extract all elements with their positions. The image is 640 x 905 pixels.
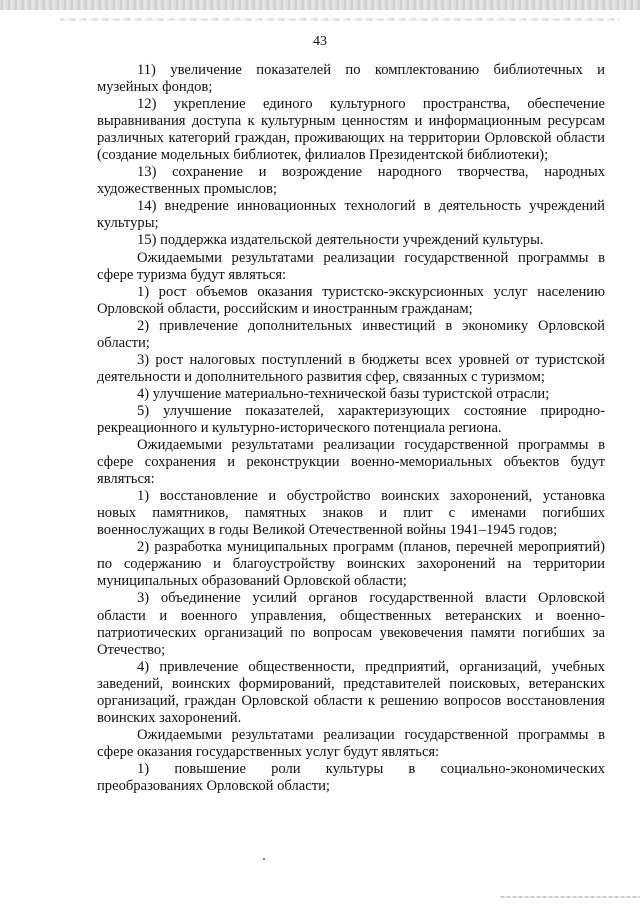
document-body bbox=[97, 62, 605, 795]
tourism-intro: Ожидаемыми результатами реализации государственной программы в сфере туризма будут являться: bbox=[97, 249, 605, 283]
list-item-11: 11) увеличение показателей по комплектованию библиотечных и музейных фондов; bbox=[97, 62, 605, 96]
list-item-12: 12) укрепление единого культурного пространства, обеспечение выравнивания доступа к культурным ценностям и информационным ресурсам различных категорий граждан, проживающих на территории Орловской области (создание модельных библиотек, филиалов Президентской библиотеки); bbox=[97, 96, 605, 164]
tourism-item-3: 3) рост налоговых поступлений в бюджеты всех уровней от туристской деятельности и дополнительного развития сфер, связанных с туризмом; bbox=[97, 351, 605, 385]
memorial-item-4: 4) привлечение общественности, предприятий, организаций, учебных заведений, воинских формирований, представителей поисковых, ветеранских организаций, граждан Орловской области к решению вопросов восстановления воинских захоронений. bbox=[97, 658, 605, 726]
tourism-item-4: 4) улучшение материально-технической базы туристской отрасли; bbox=[137, 385, 550, 402]
scan-artifact-bottom bbox=[500, 896, 640, 898]
memorial-intro: Ожидаемыми результатами реализации государственной программы в сфере сохранения и реконструкции военно-мемориальных объектов будут являться: bbox=[97, 437, 605, 488]
memorial-item-2: 2) разработка муниципальных программ (планов, перечней мероприятий) по содержанию и благоустройству воинских захоронений на территории муниципальных образований Орловской области; bbox=[97, 539, 605, 590]
services-item-1: 1) повышение роли культуры в социально-экономических преобразованиях Орловской области; bbox=[97, 760, 605, 794]
tourism-item-5: 5) улучшение показателей, характеризующих состояние природно-рекреационного и культурно-исторического потенциала региона. bbox=[97, 402, 605, 436]
list-item-15: 15) поддержка издательской деятельности учреждений культуры. bbox=[137, 232, 544, 249]
scan-artifact-top bbox=[0, 0, 640, 10]
list-item-13: 13) сохранение и возрождение народного творчества, народных художественных промыслов; bbox=[97, 164, 605, 198]
tourism-item-1: 1) рост объемов оказания туристско-экскурсионных услуг населению Орловской области, российским и иностранным гражданам; bbox=[97, 283, 605, 317]
scan-speck bbox=[263, 858, 265, 860]
services-intro: Ожидаемыми результатами реализации государственной программы в сфере оказания государственных услуг будут являться: bbox=[97, 726, 605, 760]
memorial-item-3: 3) объединение усилий органов государственной власти Орловской области и военного управления, общественных ветеранских и военно-патриотических организаций по вопросам увековечения памяти погибших за Отечество; bbox=[97, 590, 605, 658]
tourism-item-2: 2) привлечение дополнительных инвестиций в экономику Орловской области; bbox=[97, 317, 605, 351]
page-number: 43 bbox=[313, 34, 327, 49]
memorial-item-1: 1) восстановление и обустройство воинских захоронений, установка новых памятников, памятных знаков и плит с именами погибших военнослужащих в годы Великой Отечественной войны 1941–1945 годов; bbox=[97, 488, 605, 539]
scan-artifact-top-line bbox=[60, 18, 620, 21]
list-item-14: 14) внедрение инновационных технологий в деятельность учреждений культуры; bbox=[97, 198, 605, 232]
